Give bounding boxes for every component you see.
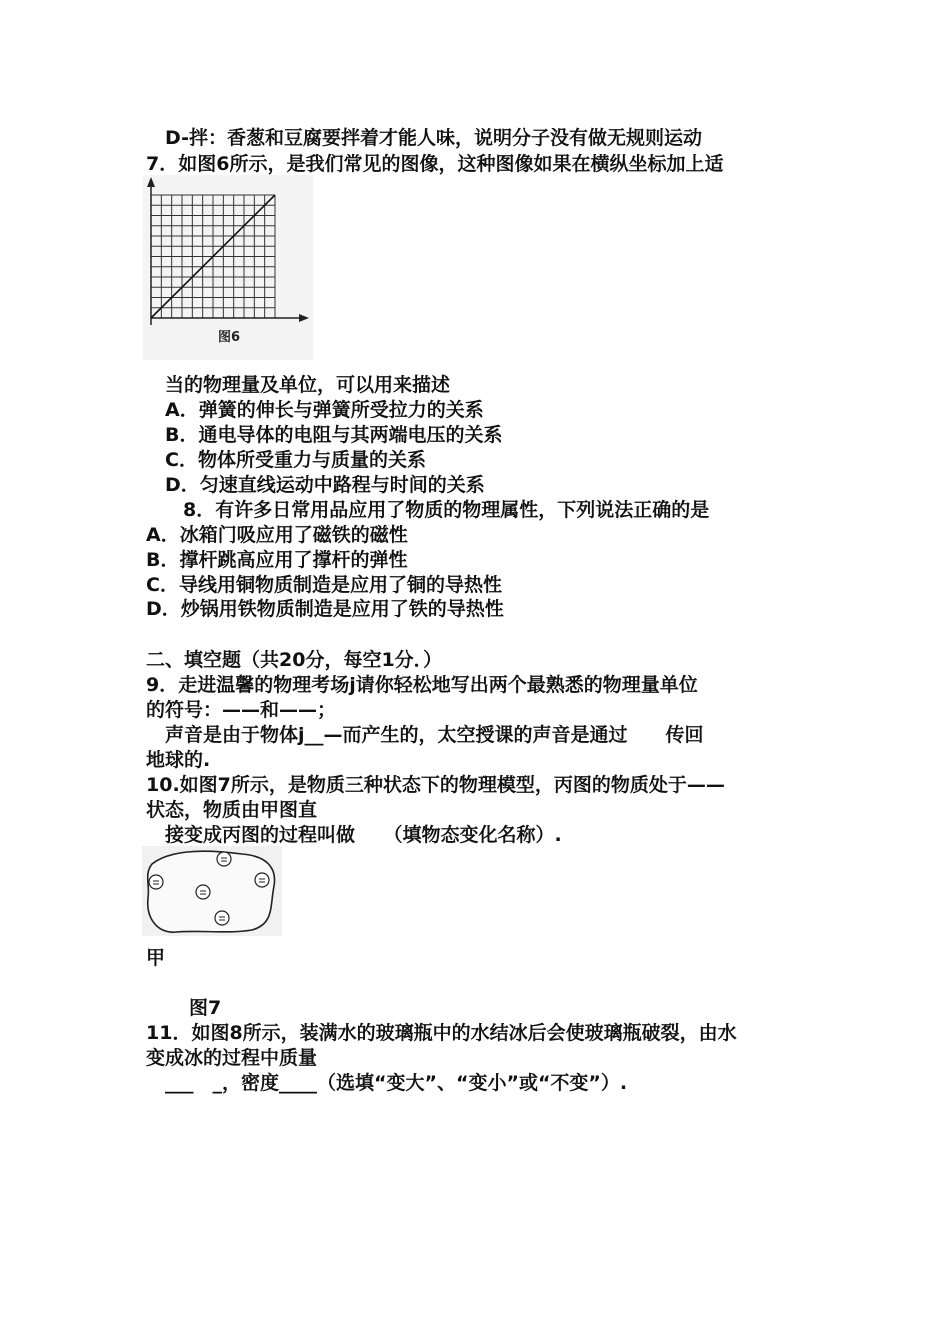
q8-stem: 8．有许多日常用品应用了物质的物理属性，下列说法正确的是 <box>183 499 710 521</box>
q10-line-1: 10.如图7所示，是物质三种状态下的物理模型，丙图的物质处于—— <box>146 774 725 796</box>
figure-7-container <box>148 851 275 932</box>
figure-7-gas-model <box>142 846 282 936</box>
q10-line-2: 状态，物质由甲图直 <box>146 799 318 821</box>
q8-option-c: C．导线用铜物质制造是应用了铜的导热性 <box>146 574 502 596</box>
q9-line-1: 9．走进温馨的物理考场j请你轻松地写出两个最熟悉的物理量单位 <box>146 674 698 696</box>
molecule <box>196 885 210 899</box>
q7-stem-1: 7．如图6所示，是我们常见的图像，这种图像如果在横纵坐标加上适 <box>146 153 724 175</box>
q11-line-1: 11．如图8所示，装满水的玻璃瓶中的水结冰后会使玻璃瓶破裂，由水 <box>146 1022 737 1044</box>
molecule <box>255 873 269 887</box>
q10-figure-label: 图7 <box>189 997 222 1019</box>
q9-line-4: 地球的. <box>146 749 211 771</box>
q11-line-2: 变成冰的过程中质量 <box>146 1047 318 1069</box>
q7-option-b: B．通电导体的电阻与其两端电压的关系 <box>165 424 503 446</box>
q10-line-3: 接变成丙图的过程叫做 （填物态变化名称）. <box>165 824 562 846</box>
q10-sub-label: 甲 <box>146 947 166 969</box>
figure-6-label: 图6 <box>218 330 241 345</box>
q7-option-d: D．匀速直线运动中路程与时间的关系 <box>165 474 485 496</box>
q8-option-d: D．炒锅用铁物质制造是应用了铁的导热性 <box>146 598 504 620</box>
figure-6-graph <box>143 175 313 360</box>
q6-option-d: D-拌：香葱和豆腐要拌着才能人味，说明分子没有做无规则运动 <box>165 127 703 149</box>
q8-option-a: A．冰箱门吸应用了磁铁的磁性 <box>146 524 408 546</box>
section-2-title: 二、填空题（共20分，每空1分．） <box>146 649 443 671</box>
molecule <box>217 852 231 866</box>
q9-line-2: 的符号：——和——； <box>146 699 337 721</box>
q11-line-3: ___ _，密度____（选填“变大”、“变小”或“不变”）. <box>165 1072 628 1094</box>
q7-stem-2: 当的物理量及单位，可以用来描述 <box>165 374 451 396</box>
q7-option-a: A．弹簧的伸长与弹簧所受拉力的关系 <box>165 399 484 421</box>
molecule <box>149 875 163 889</box>
q9-line-3: 声音是由于物体j__—而产生的，太空授课的声音是通过 传回 <box>165 724 704 746</box>
q7-option-c: C．物体所受重力与质量的关系 <box>165 449 426 471</box>
q8-option-b: B．撑杆跳高应用了撑杆的弹性 <box>146 549 408 571</box>
molecule <box>215 911 229 925</box>
